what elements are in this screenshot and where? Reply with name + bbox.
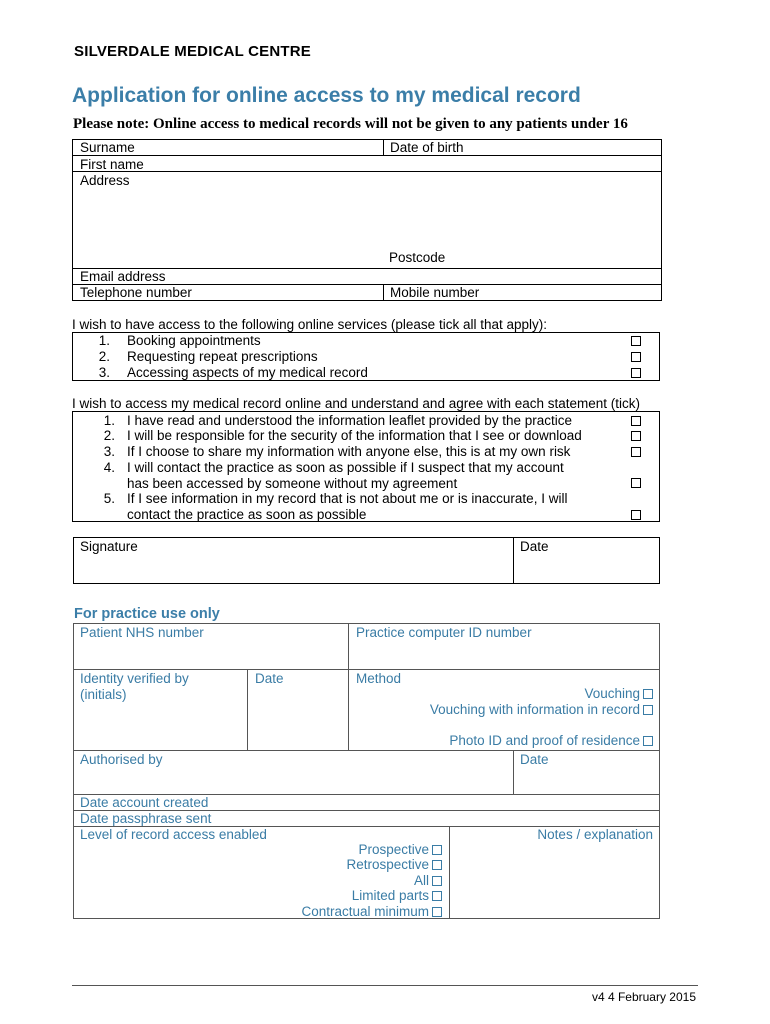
service-number: 1. — [98, 333, 110, 348]
computer-id-field[interactable]: Practice computer ID number — [356, 625, 532, 640]
statement-contact-line1: I will contact the practice as soon as possible if I suspect that my account — [127, 460, 564, 475]
statement-leaflet-checkbox[interactable] — [631, 416, 641, 426]
access-level-label: Level of record access enabled — [80, 827, 267, 842]
statement-leaflet: I have read and understood the information leaflet provided by the practice — [127, 413, 573, 428]
statement-number: 4. — [103, 460, 115, 475]
form-title: Application for online access to my medical record — [72, 84, 581, 107]
signature-date-field[interactable]: Date — [520, 539, 549, 554]
method-photo-id-label: Photo ID and proof of residence — [449, 733, 640, 748]
level-prospective-label: Prospective — [358, 842, 429, 857]
level-prospective[interactable] — [358, 842, 442, 857]
practice-use-heading: For practice use only — [74, 606, 220, 622]
passphrase-sent-field[interactable]: Date passphrase sent — [80, 811, 212, 826]
footer-divider — [72, 985, 698, 986]
statement-number: 3. — [103, 444, 115, 459]
telephone-field[interactable]: Telephone number — [80, 285, 192, 300]
level-all-label: All — [413, 873, 429, 888]
service-record-checkbox[interactable] — [631, 368, 641, 378]
statement-security-checkbox[interactable] — [631, 431, 641, 441]
method-photo-id-checkbox[interactable] — [643, 736, 653, 746]
service-booking-checkbox[interactable] — [631, 336, 641, 346]
services-intro: I wish to have access to the following online services (please tick all that apply): — [72, 317, 547, 332]
statement-contact-checkbox[interactable] — [631, 478, 641, 488]
statement-number: 2. — [103, 428, 115, 443]
address-field[interactable]: Address — [80, 173, 130, 188]
statement-number: 1. — [103, 413, 115, 428]
verification-date-field[interactable]: Date — [255, 671, 284, 686]
postcode-field[interactable]: Postcode — [389, 250, 446, 265]
service-number: 3. — [98, 365, 110, 380]
level-limited-parts[interactable] — [352, 888, 442, 903]
level-limited-checkbox[interactable] — [432, 891, 442, 901]
level-prospective-checkbox[interactable] — [432, 845, 442, 855]
date-of-birth-field[interactable]: Date of birth — [390, 140, 464, 155]
method-vouching-checkbox[interactable] — [643, 689, 653, 699]
mobile-field[interactable]: Mobile number — [390, 285, 480, 300]
statements-intro: I wish to access my medical record online and understand and agree with each statement (tick) — [72, 396, 641, 411]
version-label: v4 4 February 2015 — [591, 990, 696, 1004]
authorised-by-field[interactable]: Authorised by — [80, 752, 163, 767]
organization-name: SILVERDALE MEDICAL CENTRE — [74, 43, 311, 60]
method-vouching[interactable] — [584, 686, 653, 701]
statement-sharing: If I choose to share my information with anyone else, this is at my own risk — [127, 444, 571, 459]
method-vouching-record-label: Vouching with information in record — [429, 702, 640, 717]
level-retrospective-label: Retrospective — [346, 857, 429, 872]
level-contractual-minimum[interactable] — [301, 904, 442, 919]
method-label: Method — [356, 671, 402, 686]
identity-verified-label: Identity verified by — [80, 671, 189, 686]
service-booking-appointments: Booking appointments — [127, 333, 261, 348]
nhs-number-field[interactable]: Patient NHS number — [80, 625, 204, 640]
surname-field[interactable]: Surname — [80, 140, 135, 155]
level-all[interactable] — [414, 873, 442, 888]
level-all-checkbox[interactable] — [432, 876, 442, 886]
age-note: Please note: Online access to medical records will not be given to any patients under 16 — [73, 116, 628, 132]
method-photo-id[interactable] — [449, 733, 653, 748]
account-created-field[interactable]: Date account created — [80, 795, 209, 810]
statement-contact-line2: has been accessed by someone without my agreement — [127, 476, 458, 491]
statement-number: 5. — [103, 491, 115, 506]
method-vouching-record[interactable] — [430, 702, 653, 717]
email-field[interactable]: Email address — [80, 269, 166, 284]
notes-field[interactable]: Notes / explanation — [537, 827, 653, 842]
signature-field[interactable]: Signature — [80, 539, 138, 554]
service-repeat-prescriptions: Requesting repeat prescriptions — [127, 349, 318, 364]
level-contractual-label: Contractual minimum — [301, 904, 429, 919]
initials-label: (initials) — [80, 687, 127, 702]
level-contractual-checkbox[interactable] — [432, 907, 442, 917]
level-retrospective[interactable] — [346, 857, 442, 872]
statement-security: I will be responsible for the security of the information that I see or download — [127, 428, 582, 443]
method-vouching-label: Vouching — [584, 686, 640, 701]
authorised-date-field[interactable]: Date — [520, 752, 549, 767]
service-prescriptions-checkbox[interactable] — [631, 352, 641, 362]
level-limited-label: Limited parts — [351, 888, 429, 903]
level-retrospective-checkbox[interactable] — [432, 860, 442, 870]
statement-inaccurate-checkbox[interactable] — [631, 510, 641, 520]
statement-inaccurate-line1: If I see information in my record that is not about me or is inaccurate, I will — [127, 491, 568, 506]
method-vouching-record-checkbox[interactable] — [643, 705, 653, 715]
statement-inaccurate-line2: contact the practice as soon as possible — [127, 507, 367, 522]
service-medical-record: Accessing aspects of my medical record — [127, 365, 368, 380]
service-number: 2. — [98, 349, 110, 364]
first-name-field[interactable]: First name — [80, 157, 144, 172]
statement-sharing-checkbox[interactable] — [631, 447, 641, 457]
